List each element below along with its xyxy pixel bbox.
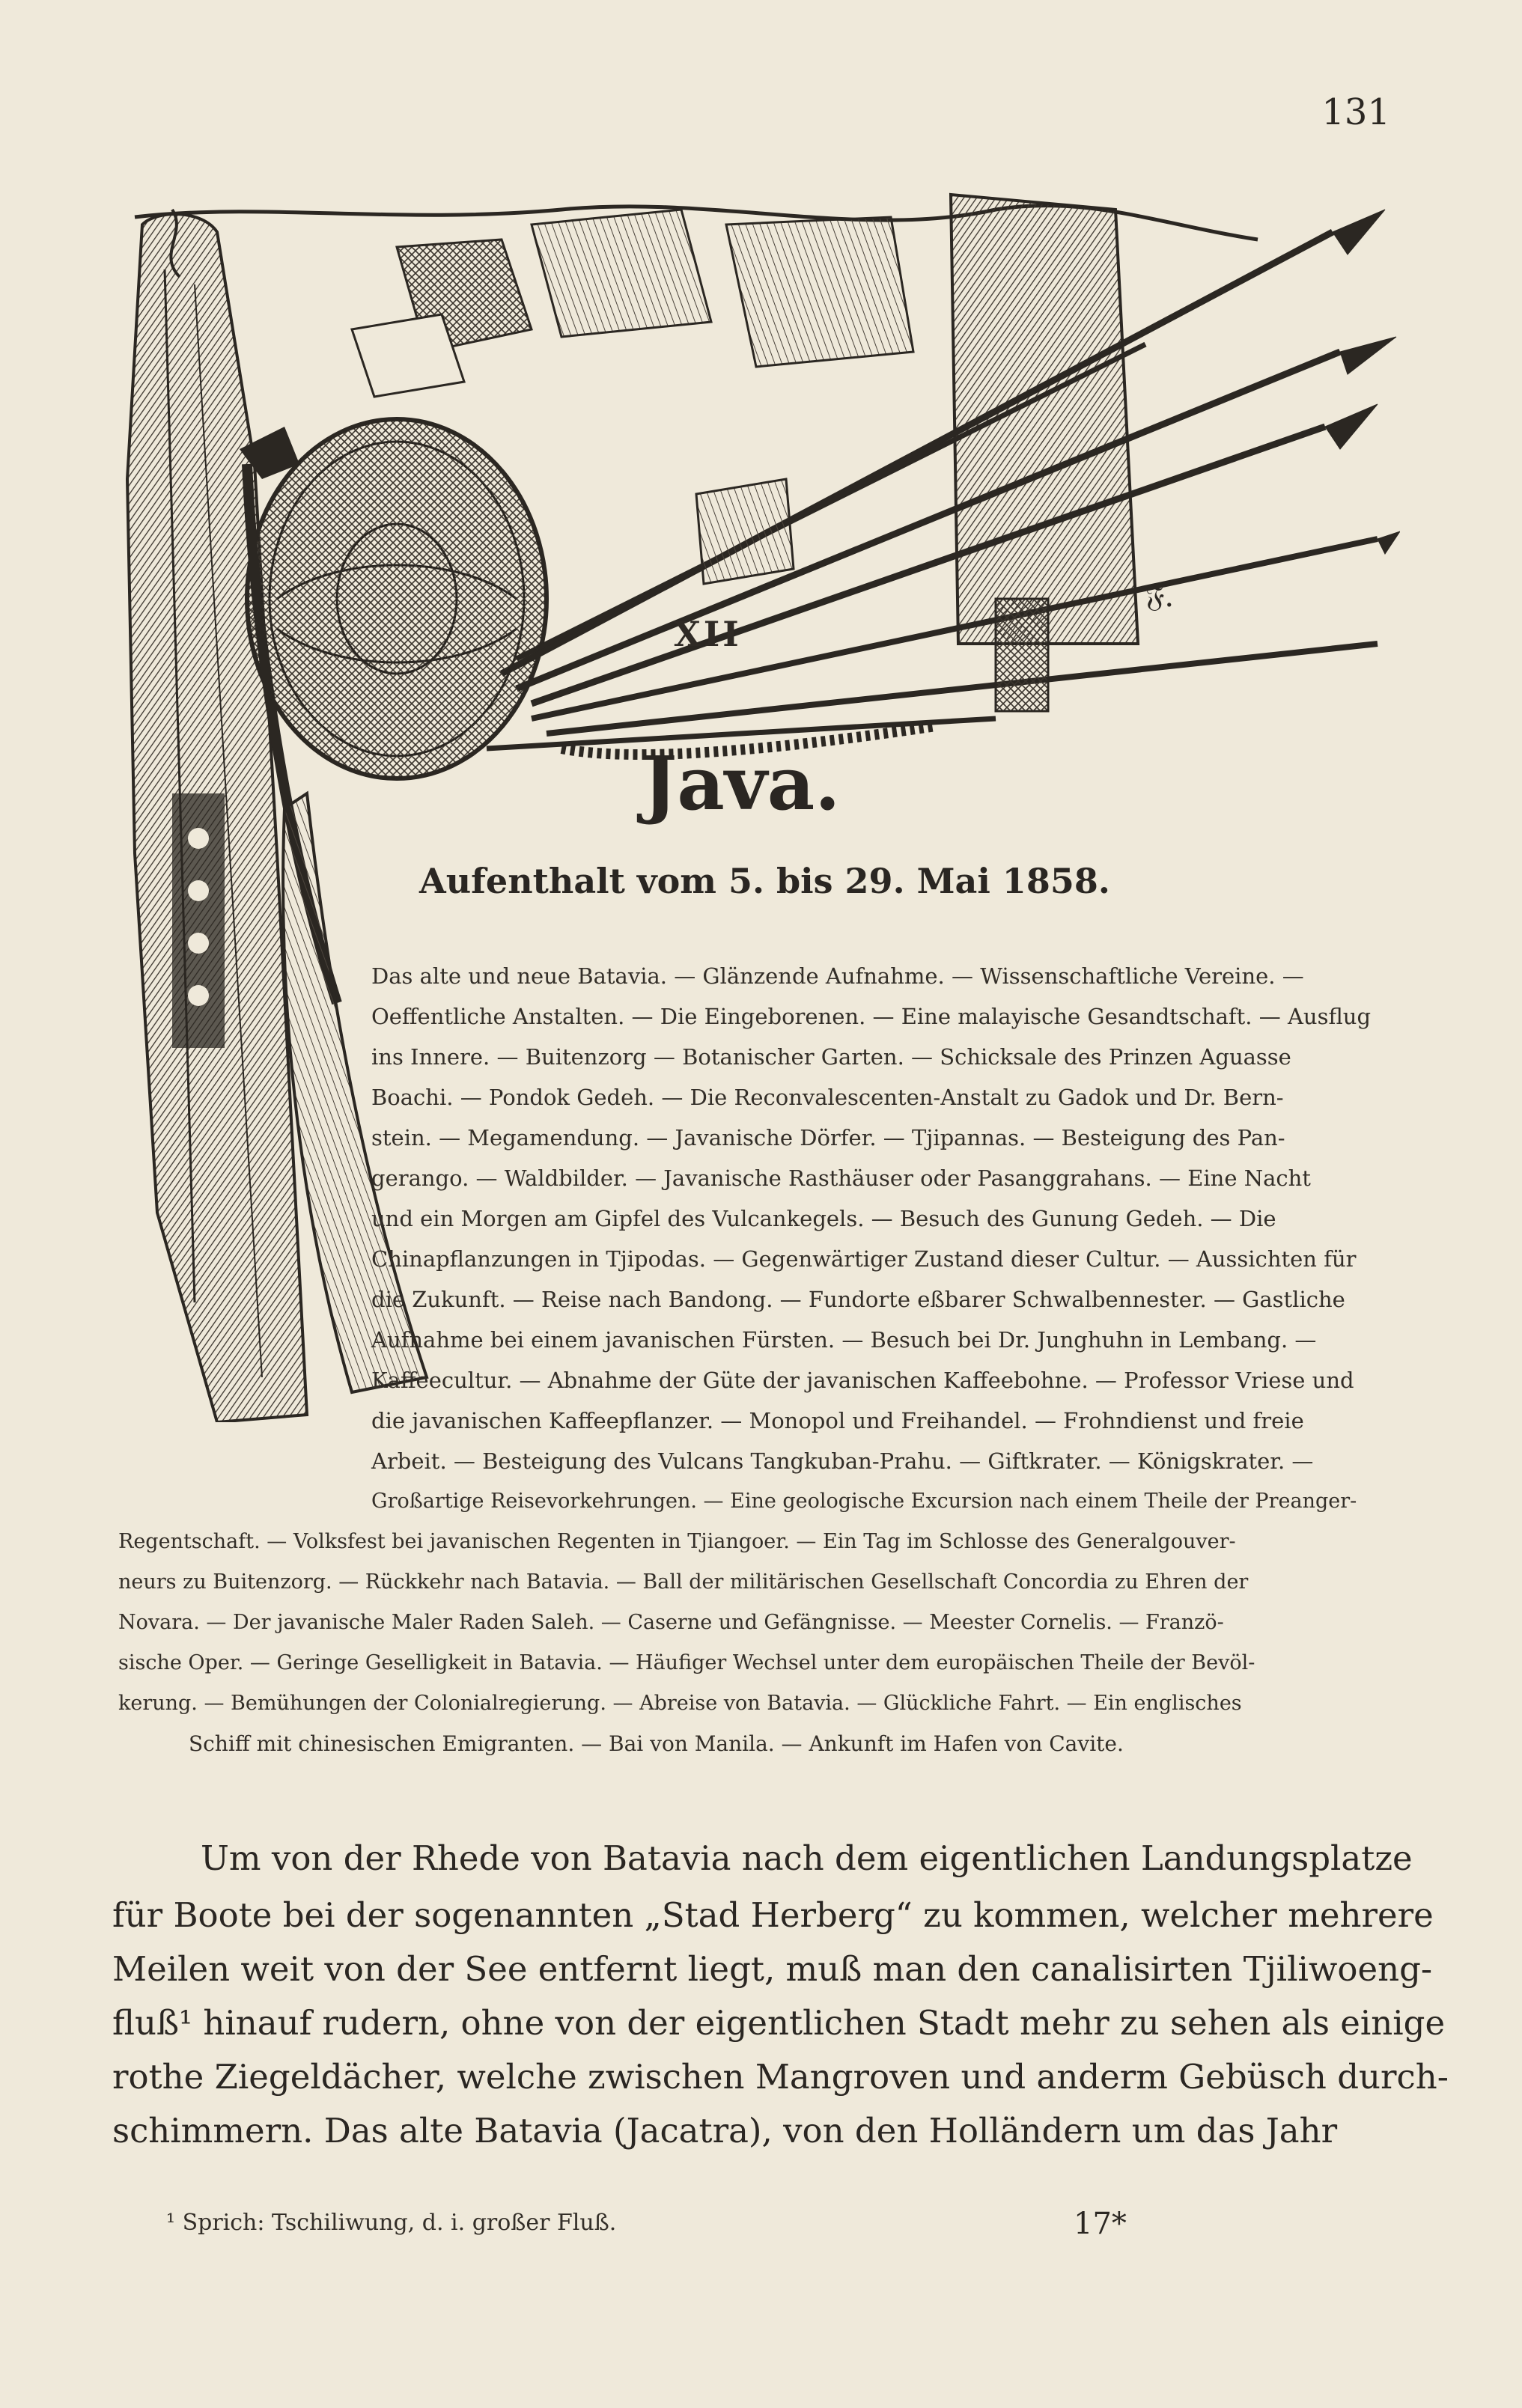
body-line: Meilen weit von der See entfernt liegt, muß man den canalisirten Tjiliwoeng- (112, 1949, 1433, 1989)
body-line: fluß¹ hinauf rudern, ohne von der eigentlichen Stadt mehr zu sehen als einige (112, 2003, 1446, 2043)
round-shield (247, 419, 547, 778)
summary-line: gerango. — Waldbilder. — Javanische Rasthäuser oder Pasanggrahans. — Eine Nacht (371, 1165, 1311, 1191)
summary-line: Boachi. — Pondok Gedeh. — Die Reconvalescenten-Anstalt zu Gadok und Dr. Bern- (371, 1085, 1284, 1110)
summary-line: Arbeit. — Besteigung des Vulcans Tangkuban-Prahu. — Giftkrater. — Königskrater. — (371, 1448, 1314, 1474)
body-line: für Boote bei der sogenannten „Stad Herberg“ zu kommen, welcher mehrere (112, 1895, 1434, 1935)
chapter-title: Java. (642, 741, 841, 827)
summary-line: ins Innere. — Buitenzorg — Botanischer Garten. — Schicksale des Prinzen Aguasse (371, 1044, 1291, 1070)
summary-line: Novara. — Der javanische Maler Raden Saleh. — Caserne und Gefängnisse. — Meester Cornelis. — Franzö- (118, 1611, 1224, 1634)
body-line: Um von der Rhede von Batavia nach dem eigentlichen Landungsplatze (201, 1838, 1413, 1878)
summary-line: Oeffentliche Anstalten. — Die Eingeborenen. — Eine malayische Gesandtschaft. — Ausflug (371, 1004, 1372, 1029)
summary-line: Regentschaft. — Volksfest bei javanischen Regenten in Tjiangoer. — Ein Tag im Schlosse des Generalgouver- (118, 1530, 1236, 1553)
chapter-subtitle: Aufenthalt vom 5. bis 29. Mai 1858. (419, 861, 1110, 901)
chapter-numeral: XII (674, 614, 742, 654)
summary-line: neurs zu Buitenzorg. — Rückkehr nach Batavia. — Ball der militärischen Gesellschaft Concordia zu Ehren der (118, 1570, 1249, 1594)
body-line: rothe Ziegeldächer, welche zwischen Mangroven und anderm Gebüsch durch- (112, 2057, 1449, 2097)
summary-line: kerung. — Bemühungen der Colonialregierung. — Abreise von Batavia. — Glückliche Fahrt. — Ein englisches (118, 1692, 1242, 1715)
summary-line: die javanischen Kaffeepflanzer. — Monopol und Freihandel. — Frohndienst und freie (371, 1408, 1304, 1433)
summary-line: Großartige Reisevorkehrungen. — Eine geologische Excursion nach einem Theile der Preanger- (371, 1490, 1357, 1513)
summary-line: die Zukunft. — Reise nach Bandong. — Fundorte eßbarer Schwalbennester. — Gastliche (371, 1287, 1345, 1312)
summary-line: Kaffeecultur. — Abnahme der Güte der javanischen Kaffeebohne. — Professor Vriese und (371, 1368, 1354, 1393)
signature-mark: 17* (1074, 2207, 1127, 2241)
summary-line: Das alte und neue Batavia. — Glänzende Aufnahme. — Wissenschaftliche Vereine. — (371, 963, 1304, 989)
summary-line: stein. — Megamendung. — Javanische Dörfer. — Tjipannas. — Besteigung des Pan- (371, 1125, 1285, 1150)
summary-line: und ein Morgen am Gipfel des Vulcankegels. — Besuch des Gunung Gedeh. — Die (371, 1206, 1276, 1231)
svg-text:𝔉.: 𝔉. (1145, 579, 1175, 614)
footnote: ¹ Sprich: Tschiliwung, d. i. großer Fluß. (166, 2210, 617, 2236)
summary-line: Aufnahme bei einem javanischen Fürsten. — Besuch bei Dr. Junghuhn in Lembang. — (371, 1327, 1317, 1353)
summary-line: Chinapflanzungen in Tjipodas. — Gegenwärtiger Zustand dieser Cultur. — Aussichten für (371, 1246, 1357, 1272)
page-number: 131 (1321, 91, 1390, 133)
summary-line: sische Oper. — Geringe Geselligkeit in Batavia. — Häufiger Wechsel unter dem europäischen Theile der Bevöl- (118, 1651, 1255, 1674)
body-line: schimmern. Das alte Batavia (Jacatra), von den Holländern um das Jahr (112, 2111, 1338, 2151)
summary-line: Schiff mit chinesischen Emigranten. — Bai von Manila. — Ankunft im Hafen von Cavite. (189, 1731, 1124, 1756)
